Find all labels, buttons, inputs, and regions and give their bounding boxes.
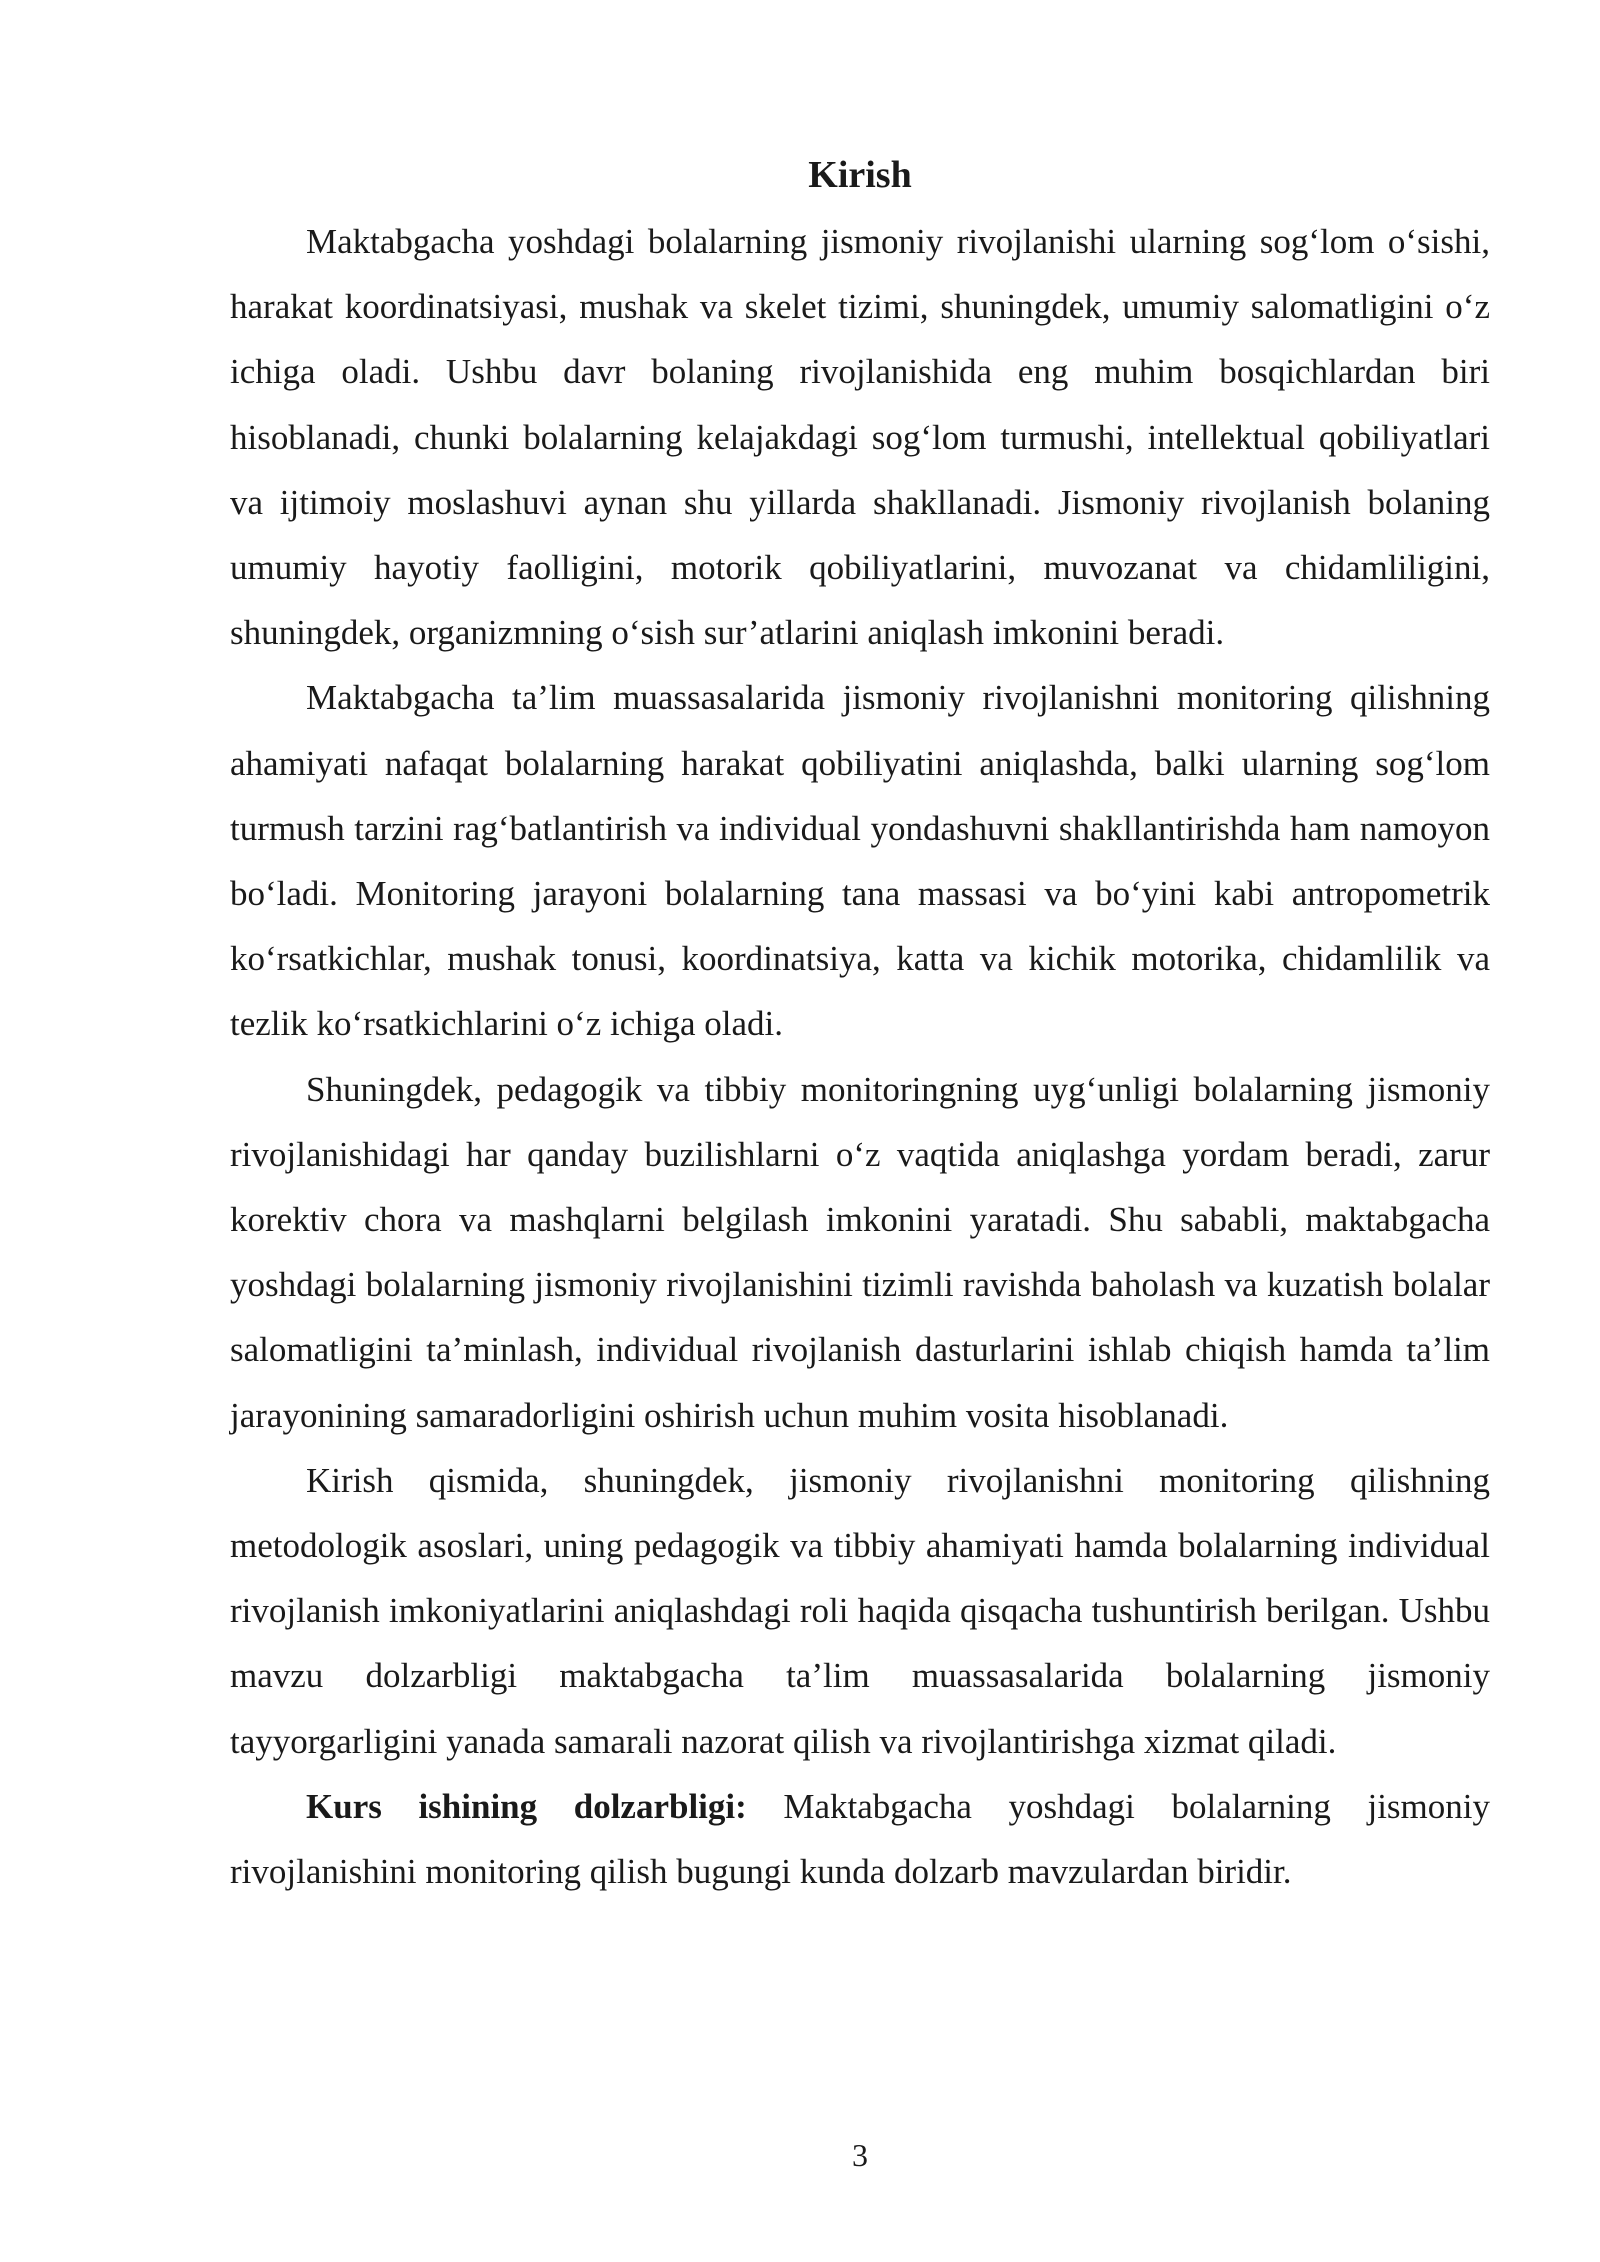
body-text bbox=[230, 209, 1490, 1904]
paragraph-3: Shuningdek, pedagogik va tibbiy monitoringning uyg‘unligi bolalarning jismoniy rivojlanishidagi har qanday buzilishlarni o‘z vaqtida aniqlashga yordam beradi, zarur korektiv chora va mashqlarni belgilash imkonini yaratadi. Shu sababli, maktabgacha yoshdagi bolalarning jismoniy rivojlanishini tizimli ravishda baholash va kuzatish bolalar salomatligini ta’minlash, individual rivojlanish dasturlarini ishlab chiqish hamda ta’lim jarayonining samaradorligini oshirish uchun muhim vosita hisoblanadi. bbox=[230, 1069, 1490, 1435]
relevance-label: Kurs ishining dolzarbligi: bbox=[306, 1786, 747, 1826]
paragraph-relevance bbox=[230, 1774, 1490, 1904]
page-number: 3 bbox=[852, 2137, 868, 2173]
relevance-text: Maktabgacha yoshdagi bolalarning jismoniy rivojlanishini monitoring qilish bugungi kunda dolzarb mavzulardan biridir. bbox=[230, 1786, 1491, 1892]
paragraph-2: Maktabgacha ta’lim muassasalarida jismoniy rivojlanishni monitoring qilishning ahamiyati nafaqat bolalarning harakat qobiliyatini aniqlashda, balki ularning sog‘lom turmush tarzini rag‘batlantirish va individual yondashuvni shakllantirishda ham namoyon bo‘ladi. Monitoring jarayoni bolalarning tana massasi va bo‘yini kabi antropometrik ko‘rsatkichlar, mushak tonusi, koordinatsiya, katta va kichik motorika, chidamlilik va tezlik ko‘rsatkichlarini o‘z ichiga oladi. bbox=[230, 678, 1490, 1044]
paragraph-1: Maktabgacha yoshdagi bolalarning jismoniy rivojlanishi ularning sog‘lom o‘sishi, harakat koordinatsiyasi, mushak va skelet tizimi, shuningdek, umumiy salomatligini o‘z ichiga oladi. Ushbu davr bolaning rivojlanishida eng muhim bosqichlardan biri hisoblanadi, chunki bolalarning kelajakdagi sog‘lom turmushi, intellektual qobiliyatlari va ijtimoiy moslashuvi aynan shu yillarda shakllanadi. Jismoniy rivojlanish bolaning umumiy hayotiy faolligini, motorik qobiliyatlarini, muvozanat va chidamliligini, shuningdek, organizmning o‘sish sur’atlarini aniqlash imkonini beradi. bbox=[230, 222, 1490, 653]
section-heading: Kirish bbox=[808, 154, 912, 196]
paragraph-4: Kirish qismida, shuningdek, jismoniy rivojlanishni monitoring qilishning metodologik asoslari, uning pedagogik va tibbiy ahamiyati hamda bolalarning individual rivojlanish imkoniyatlarini aniqlashdagi roli haqida qisqacha tushuntirish berilgan. Ushbu mavzu dolzarbligi maktabgacha ta’lim muassasalarida bolalarning jismoniy tayyorgarligini yanada samarali nazorat qilish va rivojlantirishga xizmat qiladi. bbox=[230, 1460, 1490, 1761]
